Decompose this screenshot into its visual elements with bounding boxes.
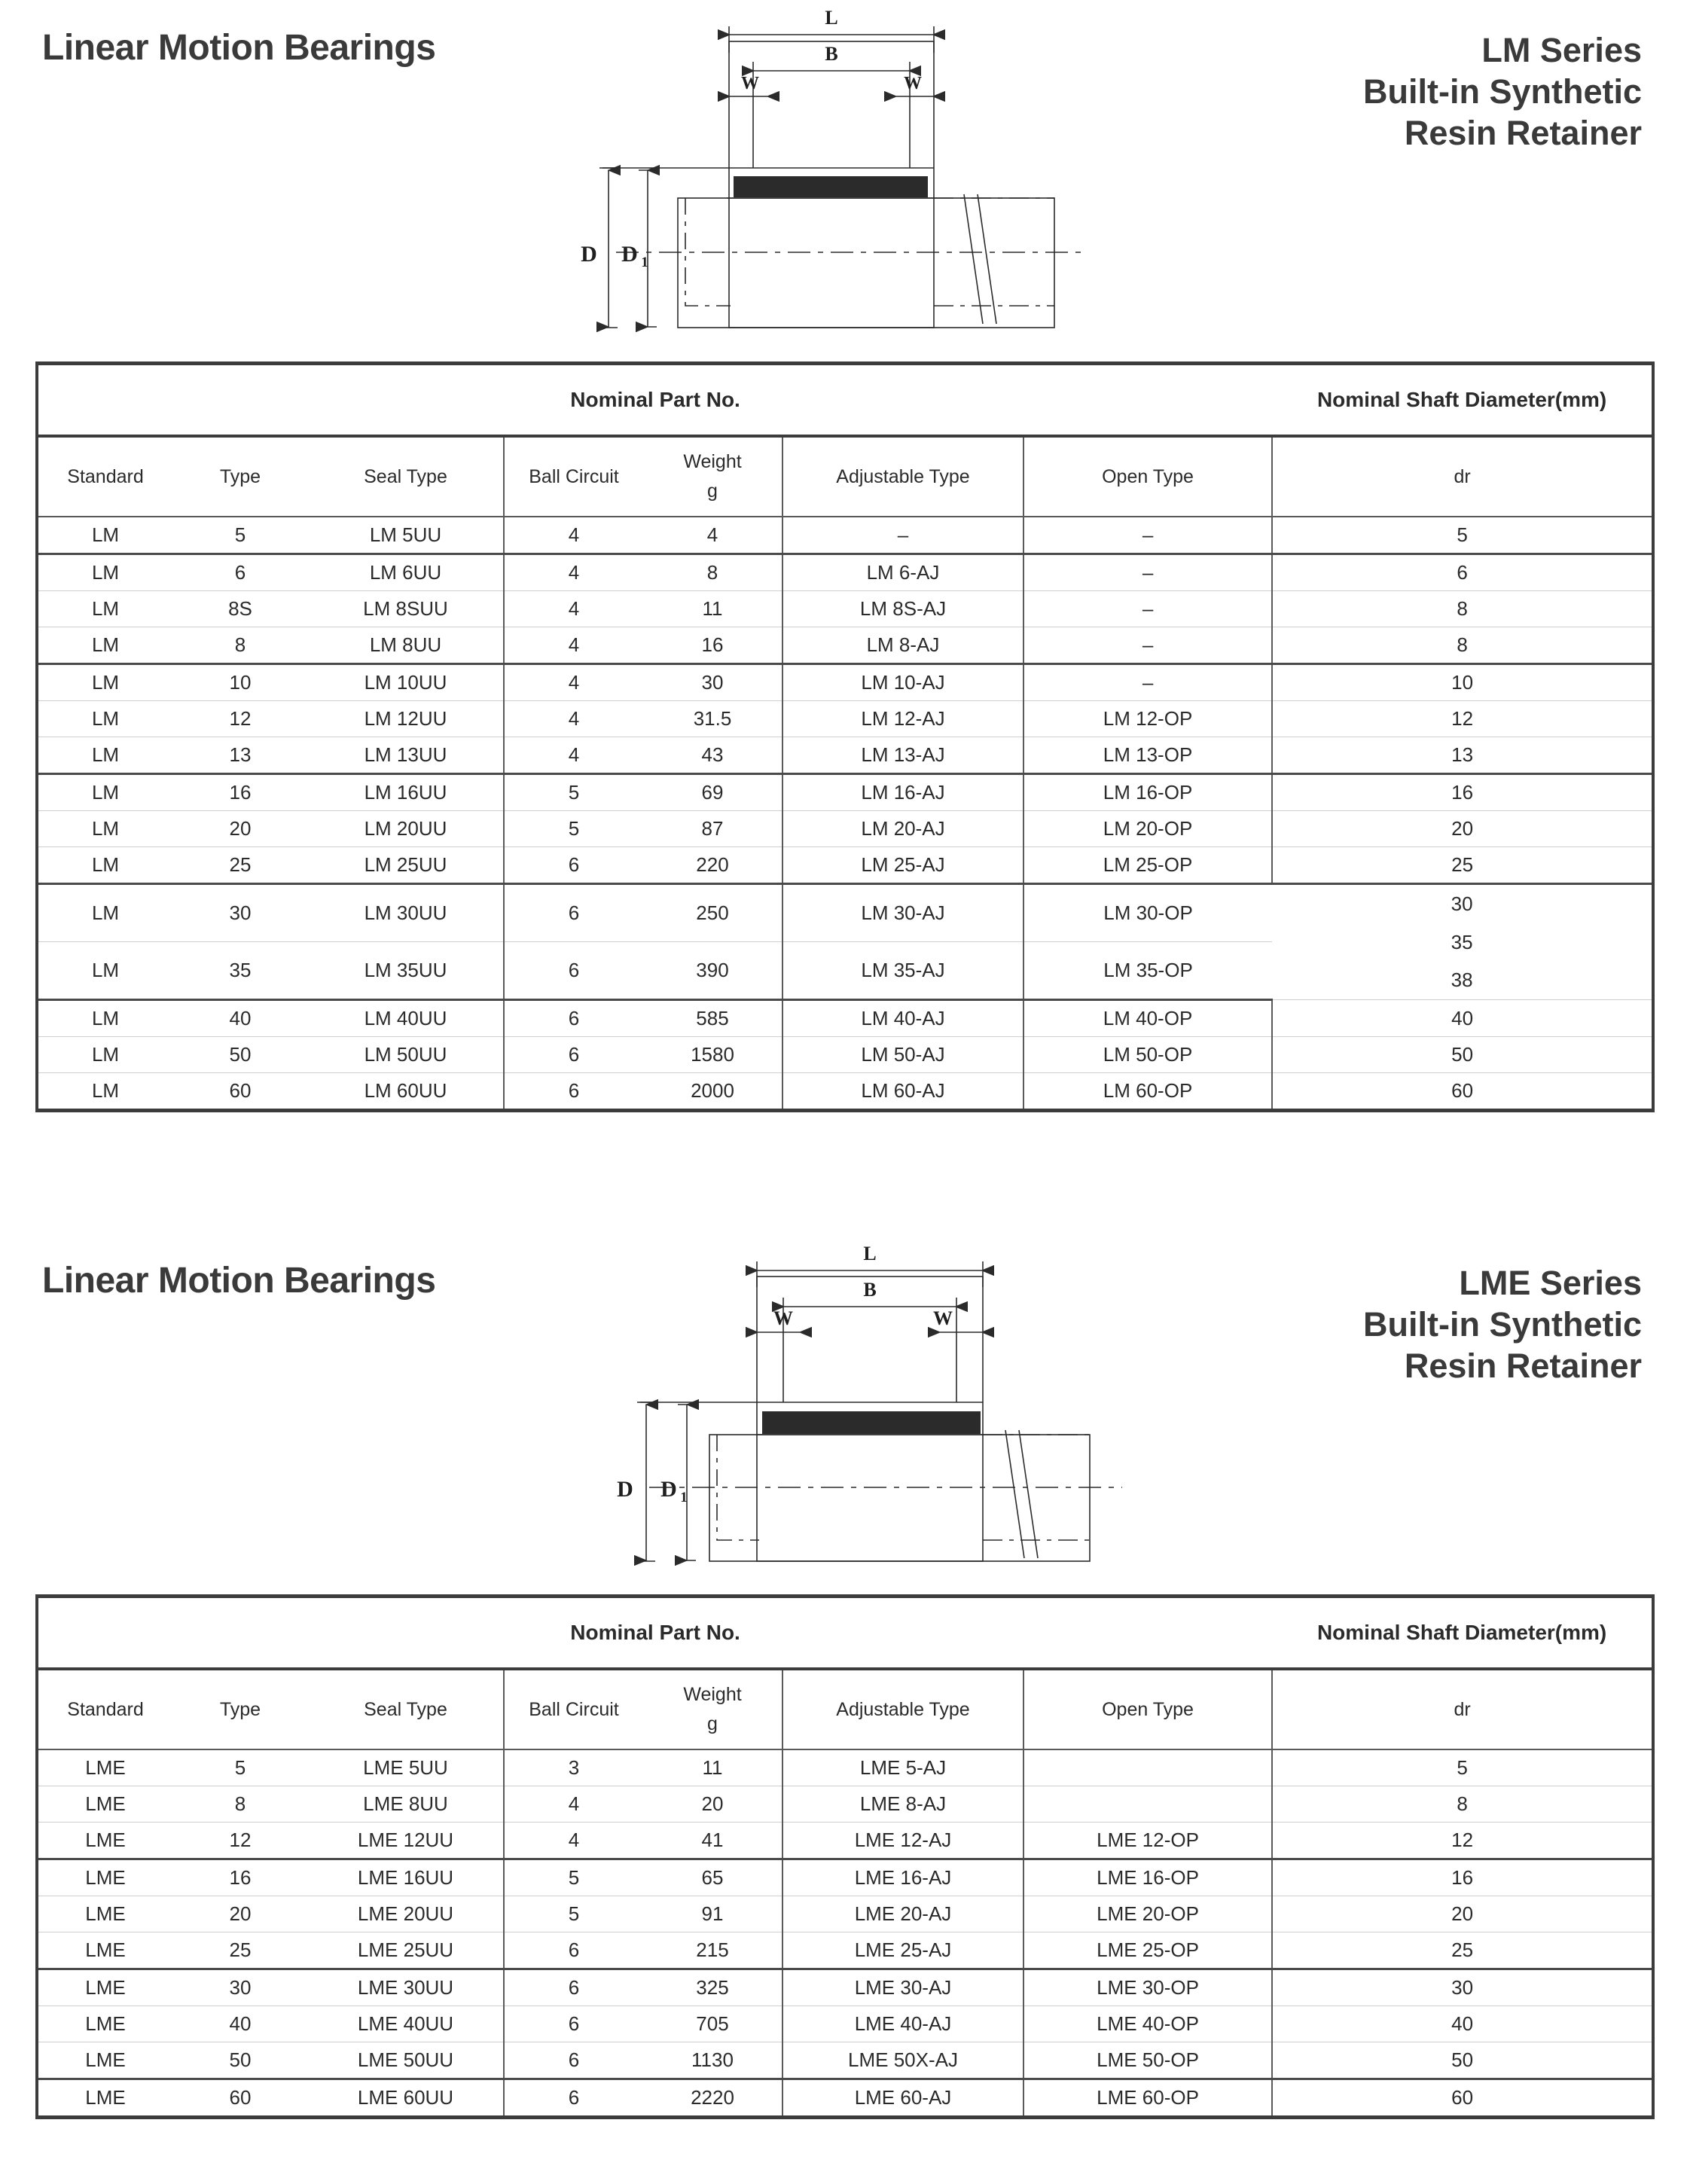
col-header-weight-text: Weight [683,451,742,473]
bearing-cross-section-diagram-lme [602,1233,1130,1587]
cell-open-type: LME 12-OP [1023,1823,1272,1859]
cell-adjustable-type: LME 40-AJ [782,2006,1023,2042]
cell-seal-type: LM 16UU [308,774,504,811]
dr-value: 35 [1451,930,1473,953]
cell-type: 20 [172,1896,308,1932]
cell-seal-type: LM 6UU [308,554,504,591]
spec-table-lme [35,1594,1655,2119]
nominal-shaft-diameter-header: Nominal Shaft Diameter(mm) [1272,364,1653,437]
cell-weight: 11 [643,1749,782,1786]
cell-seal-type: LM 8UU [308,627,504,664]
cell-open-type: LM 12-OP [1023,701,1272,737]
cell-open-type: LM 25-OP [1023,847,1272,884]
cell-ball-circuit: 6 [504,1073,643,1111]
cell-weight: 20 [643,1786,782,1823]
table-row [37,847,1653,884]
cell-seal-type: LM 5UU [308,517,504,554]
cell-type: 60 [229,1079,252,1103]
dr-value: 30 [1451,892,1473,915]
spec-table-lm [35,361,1655,1112]
cell-adjustable-type: LM 12-AJ [782,701,1023,737]
table-column-header-row [37,1669,1653,1749]
cell-weight: 31.5 [643,701,782,737]
col-header-seal-type: Seal Type [308,1669,504,1749]
cell-adjustable-type: LM 20-AJ [782,811,1023,847]
cell-ball-circuit: 4 [504,591,643,627]
cell-adjustable-type: LME 8-AJ [782,1786,1023,1823]
cell-seal-type: LME 40UU [308,2006,504,2042]
cell-open-type: LM 50-OP [1023,1037,1272,1073]
cell-dr: 10 [1272,664,1653,701]
cell-seal-type: LM 20UU [308,811,504,847]
cell-weight: 8 [643,554,782,591]
cell-ball-circuit: 4 [504,701,643,737]
cell-ball-circuit: 4 [504,737,643,774]
cell-adjustable-type: LME 30-AJ [782,1969,1023,2006]
cell-adjustable-type: LME 5-AJ [782,1749,1023,1786]
table-row [37,811,1653,847]
col-header-weight [643,1669,782,1749]
cell-ball-circuit: 4 [504,554,643,591]
nominal-shaft-diameter-header: Nominal Shaft Diameter(mm) [1272,1597,1653,1670]
col-header-type: Type [172,436,308,517]
cell-seal-type: LM 60UU [364,1079,447,1103]
cell-weight: 30 [643,664,782,701]
cell-open-type [1023,1749,1272,1786]
header-lme [0,1233,1687,1594]
col-header-type: Type [172,1669,308,1749]
cell-standard: LM [37,737,172,774]
cell-dr: 25 [1272,847,1653,884]
cell-type: 6 [172,554,308,591]
cell-standard: LM [37,1000,172,1037]
cell-open-type [1023,554,1272,591]
cell-open-type: LME 30-OP [1023,1969,1272,2006]
cell-dr: 20 [1272,811,1653,847]
cell-open-type [1023,517,1272,554]
cell-weight: 16 [643,627,782,664]
cell-dr: 30 [1272,1969,1653,2006]
page-title-lme: Linear Motion Bearings [42,1261,436,1301]
cell-type: 8 [172,627,308,664]
cell-adjustable-type: LME 50X-AJ [782,2042,1023,2079]
col-header-standard: Standard [37,436,172,517]
series-heading-lme [1363,1263,1642,1387]
series-line-3: Resin Retainer [1404,113,1642,152]
table-row [37,1896,1653,1932]
cell-adjustable-type: LME 16-AJ [782,1859,1023,1896]
cell-dr: 12 [1272,1823,1653,1859]
cell-open-type: LME 25-OP [1023,1932,1272,1969]
cell-open-type [1023,664,1272,701]
cell-open-type: LM 40-OP [1023,1000,1272,1037]
cell-type: 40 [172,2006,308,2042]
cell-dr: 8 [1272,591,1653,627]
table-row [37,627,1653,664]
col-header-adjustable-type: Adjustable Type [782,436,1023,517]
cell-type: 60 [229,2086,252,2109]
series-line-1: LM Series [1481,31,1642,69]
page-title-lm: Linear Motion Bearings [42,28,436,68]
cell-adjustable-type: LM 25-AJ [782,847,1023,884]
cell-adjustable-type: LM 30-AJ [782,884,1023,942]
cell-seal-type: LM 30UU [308,884,504,942]
cell-weight: 65 [643,1859,782,1896]
cell-type: 5 [172,1749,308,1786]
cell-dr: 16 [1272,774,1653,811]
cell-weight: 390 [643,942,782,1000]
cell-adjustable-type: LM 6-AJ [782,554,1023,591]
cell-type: 10 [172,664,308,701]
cell-ball-circuit: 5 [504,1859,643,1896]
cell-weight: 69 [643,774,782,811]
not-available-dash: – [897,523,909,546]
cell-adjustable-type: LM 10-AJ [782,664,1023,701]
cell-dr: 5 [1272,1749,1653,1786]
cell-dr: 50 [1272,1037,1653,1073]
cell-dr: 40 [1272,1000,1653,1037]
cell-seal-type: LME 5UU [308,1749,504,1786]
cell-standard: LM [37,847,172,884]
cell-standard: LME [37,1786,172,1823]
dim-label-D: D [581,242,597,267]
cell-adjustable-type: LM 35-AJ [782,942,1023,1000]
spec-table-wrapper-lm [35,361,1652,1112]
cell-adjustable-type: LM 50-AJ [782,1037,1023,1073]
cell-weight: 705 [643,2006,782,2042]
cell-ball-circuit: 6 [504,1000,643,1037]
cell-dr: 20 [1272,1896,1653,1932]
dim-label-B: B [825,43,838,65]
cell-dr: 50 [1272,2042,1653,2079]
table-row [37,737,1653,774]
cell-standard: LM [37,942,172,1000]
cell-ball-circuit: 4 [504,1786,643,1823]
section-lme-series [0,1233,1687,2119]
cell-standard: LME [85,2086,126,2109]
table-row [37,1932,1653,1969]
cell-standard: LME [37,1896,172,1932]
cell-weight: 2000 [691,1079,734,1103]
cell-type: 35 [172,942,308,1000]
cell-adjustable-type [782,517,1023,554]
cell-seal-type: LME 20UU [308,1896,504,1932]
cell-ball-circuit: 4 [504,517,643,554]
cell-ball-circuit: 6 [504,2006,643,2042]
cell-adjustable-type: LME 12-AJ [782,1823,1023,1859]
cell-weight: 215 [643,1932,782,1969]
col-header-standard: Standard [37,1669,172,1749]
cell-dr: 25 [1272,1932,1653,1969]
table-row [37,664,1653,701]
cell-type: 30 [172,884,308,942]
cell-ball-circuit: 4 [504,664,643,701]
table-row [37,1073,1653,1111]
col-header-dr: dr [1272,1669,1653,1749]
not-available-dash: – [1142,633,1154,656]
cell-standard: LM [37,517,172,554]
cell-seal-type: LME 30UU [308,1969,504,2006]
cell-standard: LME [37,1749,172,1786]
cell-adjustable-type: LME 60-AJ [782,2079,1023,2118]
cell-type: 40 [172,1000,308,1037]
table-row [37,2006,1653,2042]
cell-ball-circuit: 6 [504,1037,643,1073]
cell-standard: LME [37,2006,172,2042]
cell-open-type [1023,627,1272,664]
cell-ball-circuit: 6 [504,2079,643,2118]
not-available-dash: – [1142,671,1154,694]
spec-table-wrapper-lme [35,1594,1652,2119]
dim-label-W-left: W [773,1307,793,1330]
cell-open-type: LME 20-OP [1023,1896,1272,1932]
cell-weight: 91 [643,1896,782,1932]
cell-open-type: LM 20-OP [1023,811,1272,847]
table-row [37,2079,1653,2118]
nominal-part-no-header: Nominal Part No. [37,364,1272,437]
cell-adjustable-type: LM 8S-AJ [782,591,1023,627]
cell-standard: LM [37,591,172,627]
dim-label-L: L [825,8,838,29]
cell-dr: 6 [1272,554,1653,591]
cell-seal-type: LME 16UU [308,1859,504,1896]
cell-open-type: LME 50-OP [1023,2042,1272,2079]
cell-ball-circuit: 6 [504,847,643,884]
cell-open-type: LM 13-OP [1023,737,1272,774]
table-row [37,591,1653,627]
dim-label-D1: D [660,1477,677,1502]
cell-ball-circuit: 4 [504,627,643,664]
cell-dr: 8 [1272,627,1653,664]
cell-type: 12 [172,1823,308,1859]
cell-adjustable-type: LME 25-AJ [782,1932,1023,1969]
cell-type: 16 [172,774,308,811]
cell-seal-type: LM 40UU [308,1000,504,1037]
cell-standard: LME [37,1823,172,1859]
table-column-header-row [37,436,1653,517]
cell-standard: LM [37,664,172,701]
col-header-weight-text: Weight [683,1684,742,1706]
cell-standard: LM [37,774,172,811]
table-row [37,1823,1653,1859]
cell-weight: 87 [643,811,782,847]
cell-type: 8 [172,1786,308,1823]
cell-ball-circuit: 6 [504,942,643,1000]
cell-seal-type: LM 13UU [308,737,504,774]
table-row [37,1037,1653,1073]
cell-type: 8S [172,591,308,627]
cell-standard: LME [37,1859,172,1896]
not-available-dash: – [1142,523,1154,546]
col-header-ball-circuit: Ball Circuit [504,1669,643,1749]
table-row [37,1749,1653,1786]
cell-seal-type: LM 8SUU [308,591,504,627]
cell-standard: LM [37,811,172,847]
series-line-3: Resin Retainer [1404,1346,1642,1385]
nominal-part-no-header: Nominal Part No. [37,1597,1272,1670]
cell-weight: 1130 [643,2042,782,2079]
cell-seal-type: LM 10UU [308,664,504,701]
cell-open-type: LME 60-OP [1023,2079,1272,2118]
cell-weight: 2220 [691,2086,734,2109]
dim-label-W-right: W [904,74,922,93]
cell-open-type: LM 16-OP [1023,774,1272,811]
cell-type: 50 [172,1037,308,1073]
col-header-weight-unit: g [707,1713,718,1735]
cell-seal-type: LME 8UU [308,1786,504,1823]
cell-weight: 325 [643,1969,782,2006]
table-row [37,1969,1653,2006]
table-row [37,554,1653,591]
cell-weight: 250 [643,884,782,942]
col-header-weight-unit: g [707,480,718,502]
cell-standard: LM [37,1037,172,1073]
series-line-2: Built-in Synthetic [1363,1304,1642,1344]
cell-standard: LM [37,554,172,591]
cell-dr: 5 [1272,517,1653,554]
col-header-seal-type: Seal Type [308,436,504,517]
cell-weight: 43 [643,737,782,774]
col-header-weight [643,436,782,517]
col-header-dr: dr [1272,436,1653,517]
col-header-ball-circuit: Ball Circuit [504,436,643,517]
cell-open-type [1023,1786,1272,1823]
dim-label-D1-sub: 1 [641,255,648,270]
table-row [37,774,1653,811]
cell-weight: 585 [643,1000,782,1037]
dim-label-D: D [617,1477,633,1502]
cell-dr: 60 [1272,1073,1653,1111]
dim-label-W-right: W [933,1307,953,1330]
cell-type: 16 [172,1859,308,1896]
cell-weight: 11 [643,591,782,627]
table-body-lme [37,1749,1653,2118]
cell-seal-type: LME 60UU [357,2086,454,2109]
cell-ball-circuit: 5 [504,811,643,847]
cell-open-type: LM 35-OP [1023,942,1272,1000]
table-row [37,1859,1653,1896]
cell-open-type: LME 40-OP [1023,2006,1272,2042]
cell-seal-type: LM 12UU [308,701,504,737]
cell-adjustable-type: LM 16-AJ [782,774,1023,811]
cell-adjustable-type: LME 20-AJ [782,1896,1023,1932]
dim-label-D1: D [621,242,638,267]
table-row [37,1786,1653,1823]
series-line-1: LME Series [1459,1264,1642,1303]
cell-weight: 220 [643,847,782,884]
cell-adjustable-type: LM 8-AJ [782,627,1023,664]
table-group-header-row [37,364,1653,437]
cell-weight: 1580 [643,1037,782,1073]
col-header-open-type: Open Type [1023,436,1272,517]
cell-weight: 4 [643,517,782,554]
cell-ball-circuit: 6 [504,1969,643,2006]
table-group-header-row [37,1597,1653,1670]
dim-label-W-left: W [741,74,759,93]
cell-standard: LME [37,1932,172,1969]
cell-adjustable-type: LM 40-AJ [782,1000,1023,1037]
cell-ball-circuit: 6 [504,884,643,942]
cell-dr: 40 [1272,2006,1653,2042]
series-heading-lm [1363,30,1642,154]
cell-open-type: LM 60-OP [1023,1073,1272,1111]
cell-type: 5 [172,517,308,554]
cell-standard: LM [37,884,172,942]
cell-standard: LM [37,701,172,737]
cell-adjustable-type: LM 13-AJ [782,737,1023,774]
dim-label-L: L [863,1243,877,1265]
cell-seal-type: LM 50UU [308,1037,504,1073]
cell-type: 25 [172,847,308,884]
cell-ball-circuit: 5 [504,774,643,811]
cell-standard: LME [37,2042,172,2079]
cell-dr: 12 [1272,701,1653,737]
dim-label-D1-sub: 1 [680,1490,688,1506]
cell-type: 25 [172,1932,308,1969]
cell-seal-type: LME 25UU [308,1932,504,1969]
cell-seal-type: LME 12UU [308,1823,504,1859]
cell-weight: 41 [643,1823,782,1859]
cell-dr: 60 [1272,2079,1653,2118]
col-header-open-type: Open Type [1023,1669,1272,1749]
cell-open-type: LME 16-OP [1023,1859,1272,1896]
table-body-lm [37,517,1653,1111]
cell-ball-circuit: 3 [504,1749,643,1786]
table-row [37,884,1653,942]
cell-ball-circuit: 6 [504,1932,643,1969]
cell-type: 30 [172,1969,308,2006]
cell-type: 12 [172,701,308,737]
table-row [37,517,1653,554]
cell-seal-type: LME 50UU [308,2042,504,2079]
table-row [37,2042,1653,2079]
table-row [37,1000,1653,1037]
cell-ball-circuit: 6 [504,2042,643,2079]
bearing-cross-section-diagram-lm [572,8,1100,361]
cell-ball-circuit: 4 [504,1823,643,1859]
cell-dr: 16 [1272,1859,1653,1896]
cell-dr-merged [1272,884,1653,1000]
cell-open-type: LM 30-OP [1023,884,1272,942]
table-row [37,701,1653,737]
cell-standard: LME [37,1969,172,2006]
header-lm [0,0,1687,361]
cell-type: 13 [172,737,308,774]
dim-label-B: B [863,1279,877,1301]
cell-adjustable-type: LM 60-AJ [782,1073,1023,1111]
cell-type: 50 [172,2042,308,2079]
section-spacer [0,1112,1687,1233]
dr-value: 38 [1451,968,1473,992]
cell-dr: 13 [1272,737,1653,774]
cell-seal-type: LM 35UU [308,942,504,1000]
cell-dr: 8 [1272,1786,1653,1823]
series-line-2: Built-in Synthetic [1363,72,1642,111]
cell-standard: LM [37,627,172,664]
cell-open-type [1023,591,1272,627]
not-available-dash: – [1142,561,1154,584]
cell-standard: LM [91,1079,120,1103]
cell-seal-type: LM 25UU [308,847,504,884]
cell-type: 20 [172,811,308,847]
not-available-dash: – [1142,597,1154,620]
cell-ball-circuit: 5 [504,1896,643,1932]
col-header-adjustable-type: Adjustable Type [782,1669,1023,1749]
